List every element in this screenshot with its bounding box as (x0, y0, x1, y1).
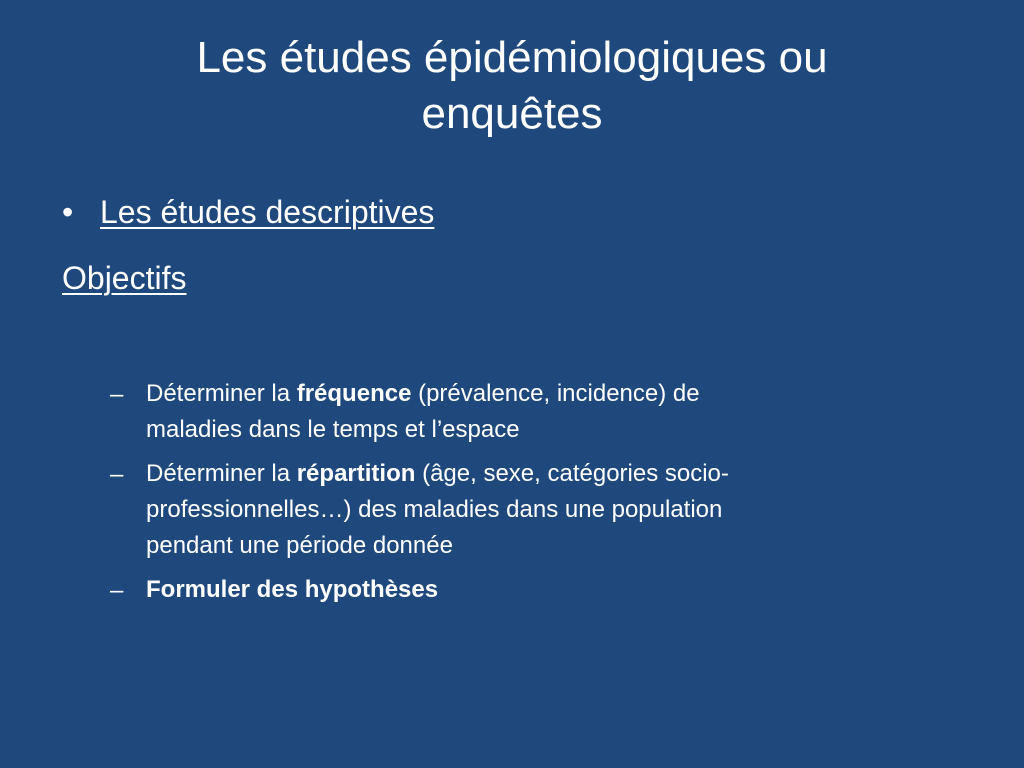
objective-text: (âge, sexe, catégories socio- (415, 460, 729, 487)
objective-text: (prévalence, incidence) de (411, 380, 700, 407)
objective-line (146, 376, 910, 412)
objective-line: pendant une période donnée (146, 532, 453, 559)
objectives-list (110, 376, 910, 616)
objective-text: Déterminer la (146, 460, 297, 487)
objective-bold-text: répartition (296, 460, 416, 487)
objective-item-hypotheses (110, 572, 910, 608)
slide-title-line-1: Les études épidémiologiques ou (196, 33, 828, 82)
objective-item-distribution (110, 456, 910, 564)
slide-title-line-2: enquêtes (421, 89, 603, 138)
bullet-label: Les études descriptives (100, 194, 435, 230)
dash-icon: – (110, 381, 124, 408)
objectifs-heading: Objectifs (62, 260, 187, 296)
slide-title (80, 30, 944, 142)
objective-bold-text: fréquence (296, 380, 412, 407)
objective-line (146, 456, 910, 492)
objective-line: maladies dans le temps et l’espace (146, 416, 520, 443)
dash-icon: – (110, 461, 124, 488)
objective-line: professionnelles…) des maladies dans une population (146, 496, 723, 523)
dash-icon: – (110, 577, 124, 604)
bullet-dot-icon: • (62, 194, 74, 230)
objective-line (146, 572, 910, 608)
objective-item-frequency (110, 376, 910, 448)
bullet-descriptive-studies (62, 190, 434, 234)
objective-bold-text: Formuler des hypothèses (146, 576, 439, 603)
objective-text: Déterminer la (146, 380, 297, 407)
